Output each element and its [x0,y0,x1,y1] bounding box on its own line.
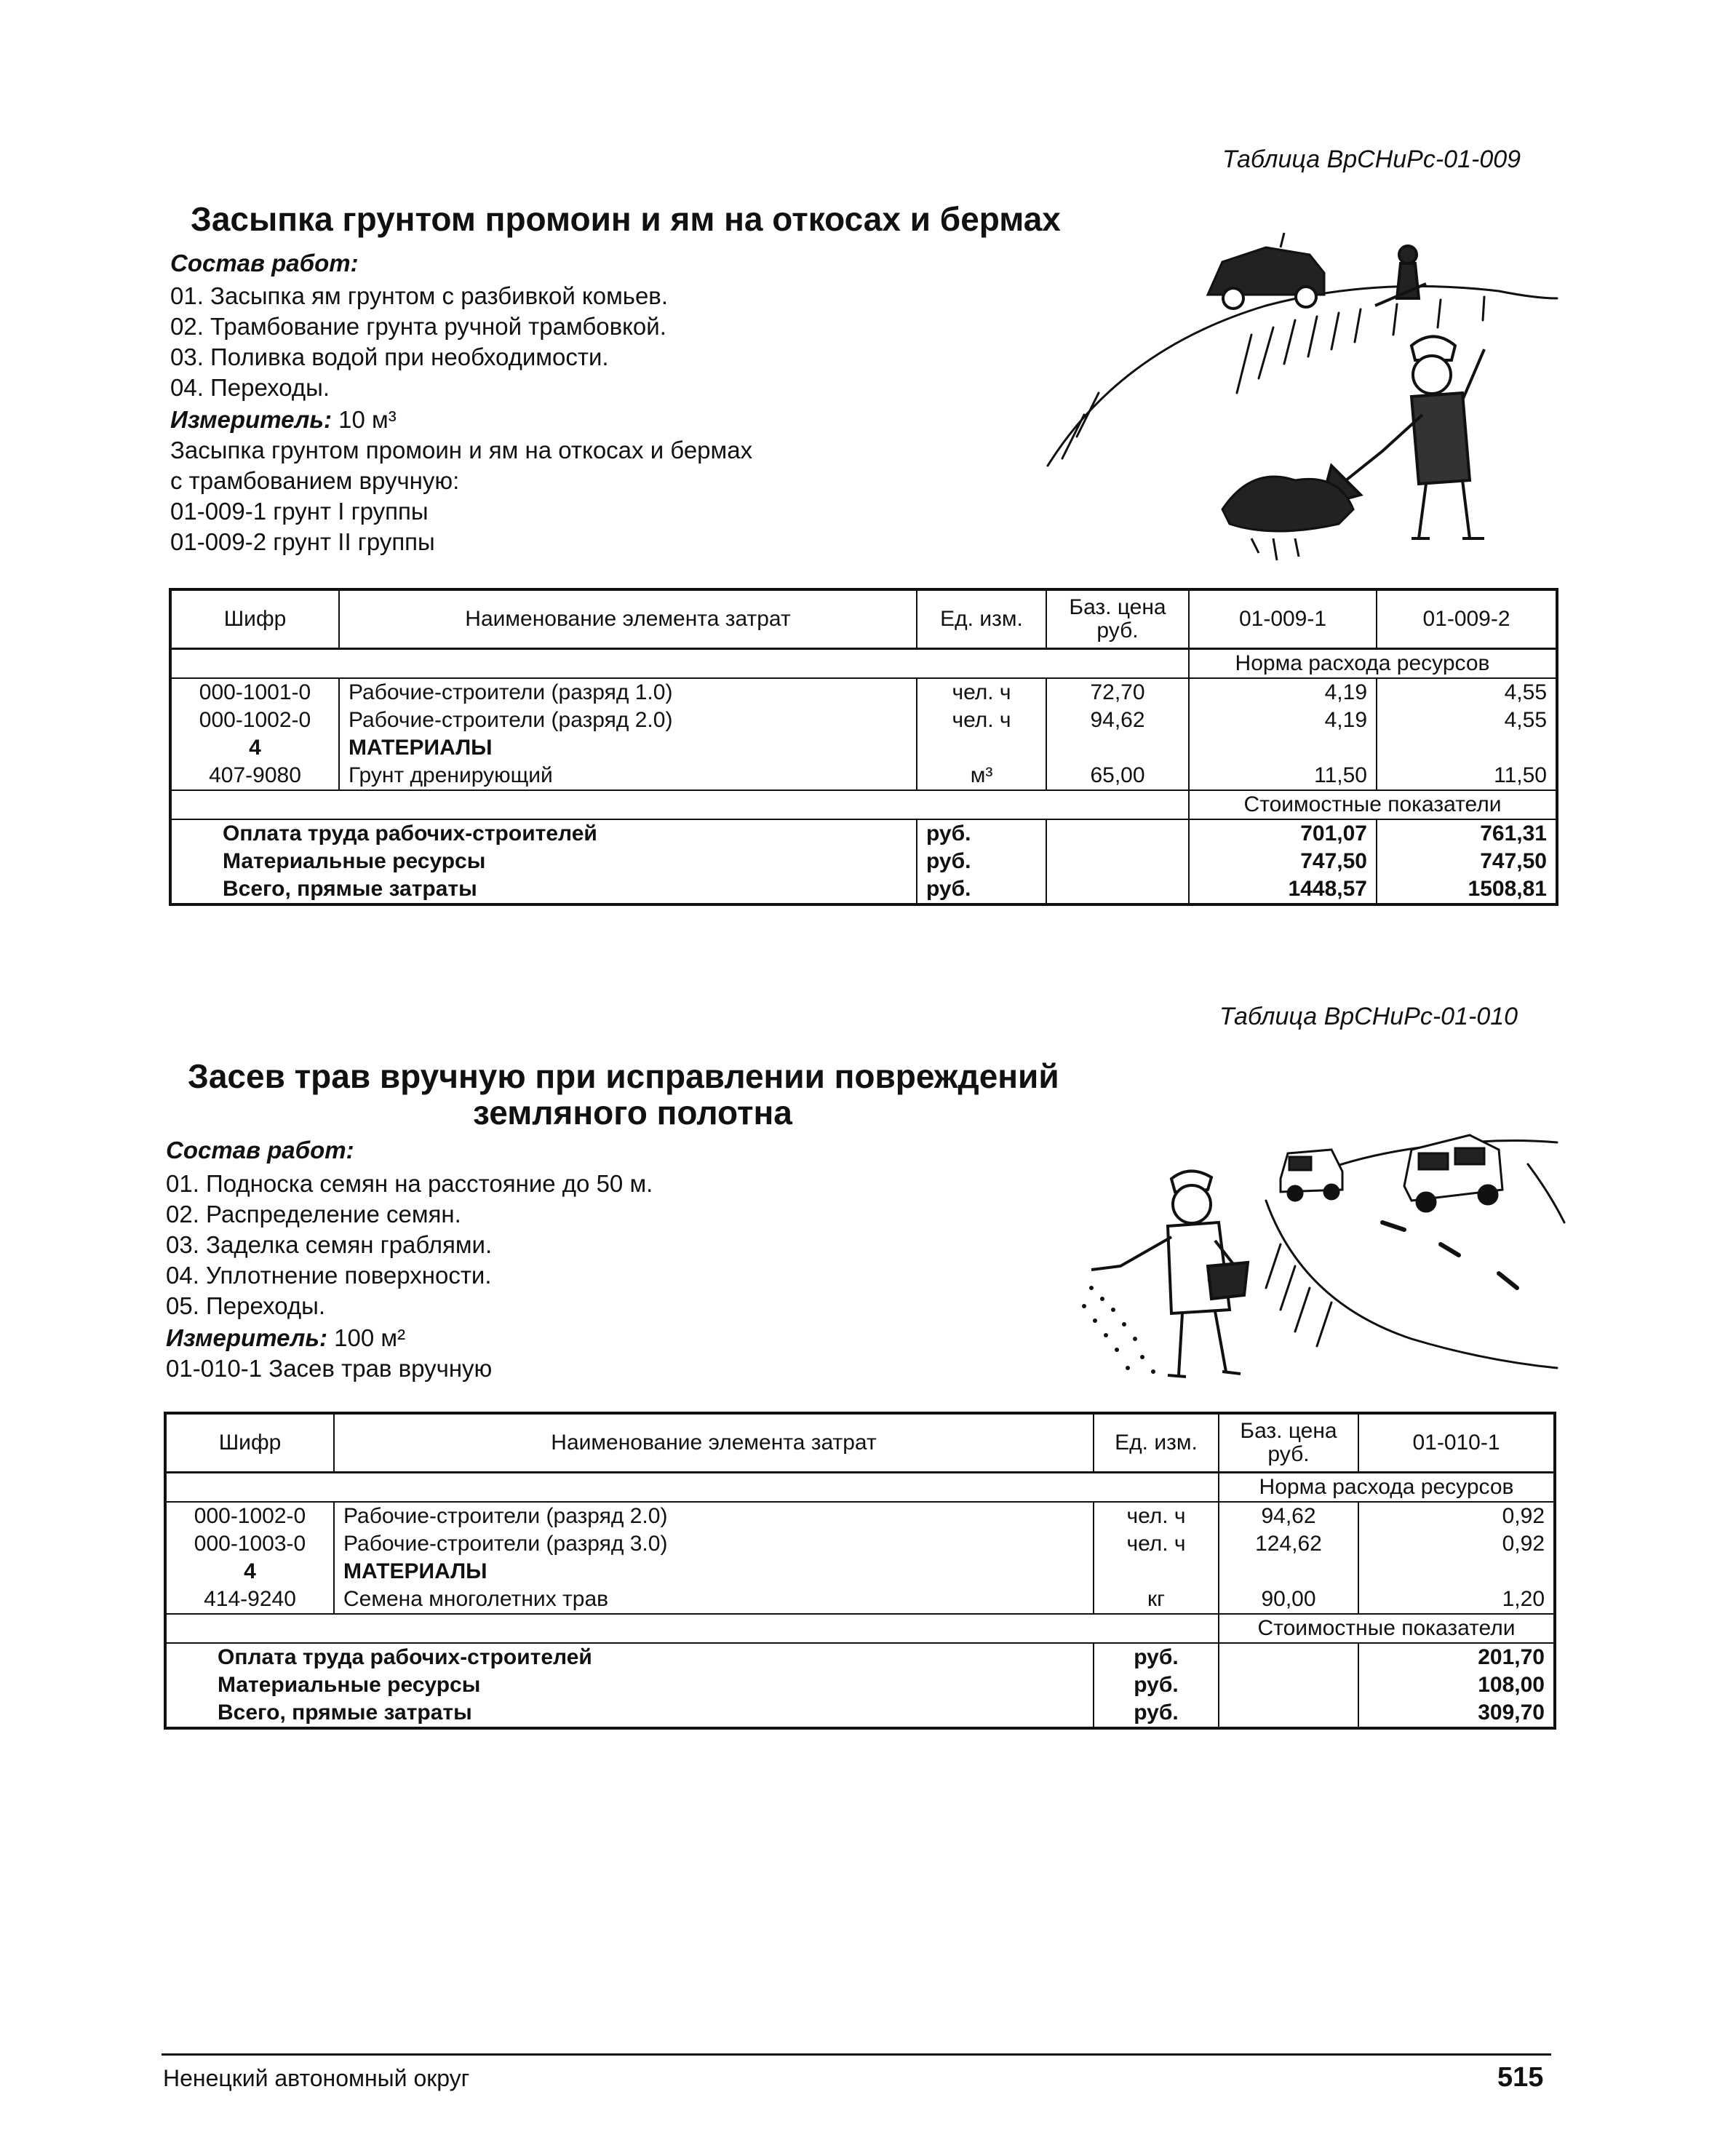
summary-name: Оплата труда рабочих-строителей [170,819,917,848]
norm-label: Норма расхода ресурсов [1189,649,1557,679]
work-item: 03. Поливка водой при необходимости. [170,343,609,370]
row-value [1377,734,1557,762]
cost-label: Стоимостные показатели [1219,1614,1555,1643]
work-composition-label: Состав работ: [166,1137,354,1163]
cost-label: Стоимостные показатели [1189,790,1557,819]
header-col: 01-009-1 [1189,589,1377,649]
row-unit: кг [1094,1586,1219,1614]
car-icon [1281,1150,1342,1201]
work-item: 03. Заделка семян граблями. [166,1231,493,1258]
row-name: Семена многолетних трав [334,1586,1094,1614]
header-price: Баз. цена руб. [1219,1413,1358,1473]
table-header-row [165,1413,1555,1473]
seed-spray-icon [1082,1286,1155,1374]
summary-unit: руб. [1094,1699,1219,1728]
sowing-man-icon [1091,1171,1248,1377]
table-row [170,678,1557,707]
header-name: Наименование элемента затрат [339,589,917,649]
work-list [166,1169,653,1321]
table-reference: Таблица ВрСНиРс-01-010 [1219,1003,1518,1030]
measurement-label: Измеритель: [166,1324,327,1351]
summary-row [165,1671,1555,1699]
work-item: 01. Засыпка ям грунтом с разбивкой комьев. [170,282,669,309]
dump-truck-icon [1208,233,1324,309]
row-price [1046,734,1189,762]
work-item: 02. Распределение семян. [166,1201,461,1228]
row-price: 72,70 [1046,678,1189,707]
bus-icon [1404,1135,1502,1212]
table-row [170,734,1557,762]
table-row [165,1502,1555,1530]
summary-name: Всего, прямые затраты [165,1699,1094,1728]
row-value: 11,50 [1189,762,1377,790]
row-name: Рабочие-строители (разряд 2.0) [334,1502,1094,1530]
work-item: 02. Трамбование грунта ручной трамбовкой. [170,313,666,340]
row-unit: чел. ч [917,678,1046,707]
row-code: 000-1003-0 [165,1530,334,1558]
row-value: 4,19 [1189,707,1377,734]
header-price: Баз. цена руб. [1046,589,1189,649]
summary-value: 701,07 [1189,819,1377,848]
row-value: 0,92 [1358,1530,1555,1558]
page-number: 515 [1497,2062,1544,2093]
row-value: 4,19 [1189,678,1377,707]
row-name: Рабочие-строители (разряд 1.0) [339,678,917,707]
row-price: 90,00 [1219,1586,1358,1614]
row-unit [1094,1558,1219,1586]
norm-label: Норма расхода ресурсов [1219,1473,1555,1503]
code-line: 01-010-1 Засев трав вручную [166,1355,493,1382]
summary-name: Материальные ресурсы [165,1671,1094,1699]
summary-unit: руб. [1094,1671,1219,1699]
summary-row [170,848,1557,875]
row-value: 4,55 [1377,707,1557,734]
header-code: Шифр [165,1413,334,1473]
row-value [1358,1558,1555,1586]
table-row [165,1530,1555,1558]
measurement-label: Измеритель: [170,406,332,433]
footer-region: Ненецкий автономный округ [163,2065,470,2091]
summary-value: 1448,57 [1189,875,1377,904]
header-code: Шифр [170,589,339,649]
code-line: 01-009-2 грунт II группы [170,528,435,555]
row-name: МАТЕРИАЛЫ [339,734,917,762]
measurement-unit [166,1323,405,1353]
section-title: Засев трав вручную при исправлении повреждений [188,1057,1059,1095]
summary-value: 747,50 [1377,848,1557,875]
row-name: МАТЕРИАЛЫ [334,1558,1094,1586]
row-price: 124,62 [1219,1530,1358,1558]
table-row [165,1558,1555,1586]
row-unit [917,734,1046,762]
header-unit: Ед. изм. [917,589,1046,649]
row-price: 65,00 [1046,762,1189,790]
row-value: 1,20 [1358,1586,1555,1614]
summary-row [170,819,1557,848]
row-name: Грунт дренирующий [339,762,917,790]
summary-row [165,1699,1555,1728]
summary-row [170,875,1557,904]
description-line: Засыпка грунтом промоин и ям на откосах и бермах [170,437,753,464]
summary-value: 201,70 [1358,1643,1555,1671]
row-code: 000-1002-0 [165,1502,334,1530]
row-value: 0,92 [1358,1502,1555,1530]
table-row [165,1586,1555,1614]
row-name: Рабочие-строители (разряд 2.0) [339,707,917,734]
summary-value: 1508,81 [1377,875,1557,904]
summary-value: 108,00 [1358,1671,1555,1699]
cost-table [164,1412,1556,1730]
section-title-line-2: земляного полотна [473,1094,792,1131]
summary-unit: руб. [917,819,1046,848]
work-item: 01. Подноска семян на расстояние до 50 м. [166,1170,653,1197]
summary-value: 747,50 [1189,848,1377,875]
measurement-value: 10 м³ [338,406,397,433]
row-value: 11,50 [1377,762,1557,790]
row-unit: м³ [917,762,1046,790]
summary-name: Оплата труда рабочих-строителей [165,1643,1094,1671]
row-code: 4 [165,1558,334,1586]
norm-band-row [165,1473,1555,1503]
table-header-row [170,589,1557,649]
work-item: 04. Переходы. [170,374,330,401]
cost-table [169,588,1558,906]
row-name: Рабочие-строители (разряд 3.0) [334,1530,1094,1558]
row-price: 94,62 [1219,1502,1358,1530]
summary-row [165,1643,1555,1671]
code-line: 01-009-1 грунт I группы [170,498,429,525]
measurement-value: 100 м² [334,1324,406,1351]
cost-band-row [165,1614,1555,1643]
cost-band-row [170,790,1557,819]
table-reference: Таблица ВрСНиРс-01-009 [1222,146,1521,173]
row-price: 94,62 [1046,707,1189,734]
work-list [170,281,668,403]
summary-unit: руб. [1094,1643,1219,1671]
slope-workers-illustration [1033,218,1564,568]
summary-value: 761,31 [1377,819,1557,848]
header-name: Наименование элемента затрат [334,1413,1094,1473]
work-item: 05. Переходы. [166,1292,325,1319]
header-col: 01-009-2 [1377,589,1557,649]
row-code: 407-9080 [170,762,339,790]
measurement-unit [170,405,397,435]
header-unit: Ед. изм. [1094,1413,1219,1473]
row-unit: чел. ч [1094,1530,1219,1558]
row-price [1219,1558,1358,1586]
row-unit: чел. ч [1094,1502,1219,1530]
row-unit: чел. ч [917,707,1046,734]
work-item: 04. Уплотнение поверхности. [166,1262,492,1289]
table-row [170,707,1557,734]
header-col: 01-010-1 [1358,1413,1555,1473]
table-row [170,762,1557,790]
work-composition-label: Состав работ: [170,250,359,277]
section-title: Засыпка грунтом промоин и ям на откосах и бермах [191,200,1061,238]
footer-divider [162,2053,1551,2056]
summary-name: Материальные ресурсы [170,848,917,875]
norm-band-row [170,649,1557,679]
summary-unit: руб. [917,875,1046,904]
row-code: 414-9240 [165,1586,334,1614]
description-line: с трамбованием вручную: [170,467,460,494]
summary-name: Всего, прямые затраты [170,875,917,904]
row-code: 000-1001-0 [170,678,339,707]
row-code: 4 [170,734,339,762]
row-value: 4,55 [1377,678,1557,707]
row-code: 000-1002-0 [170,707,339,734]
summary-value: 309,70 [1358,1699,1555,1728]
summary-unit: руб. [917,848,1046,875]
dirt-pile-icon [1222,477,1353,560]
row-value [1189,734,1377,762]
sowing-worker-illustration [1062,1121,1572,1397]
worker-icon [1375,246,1426,306]
